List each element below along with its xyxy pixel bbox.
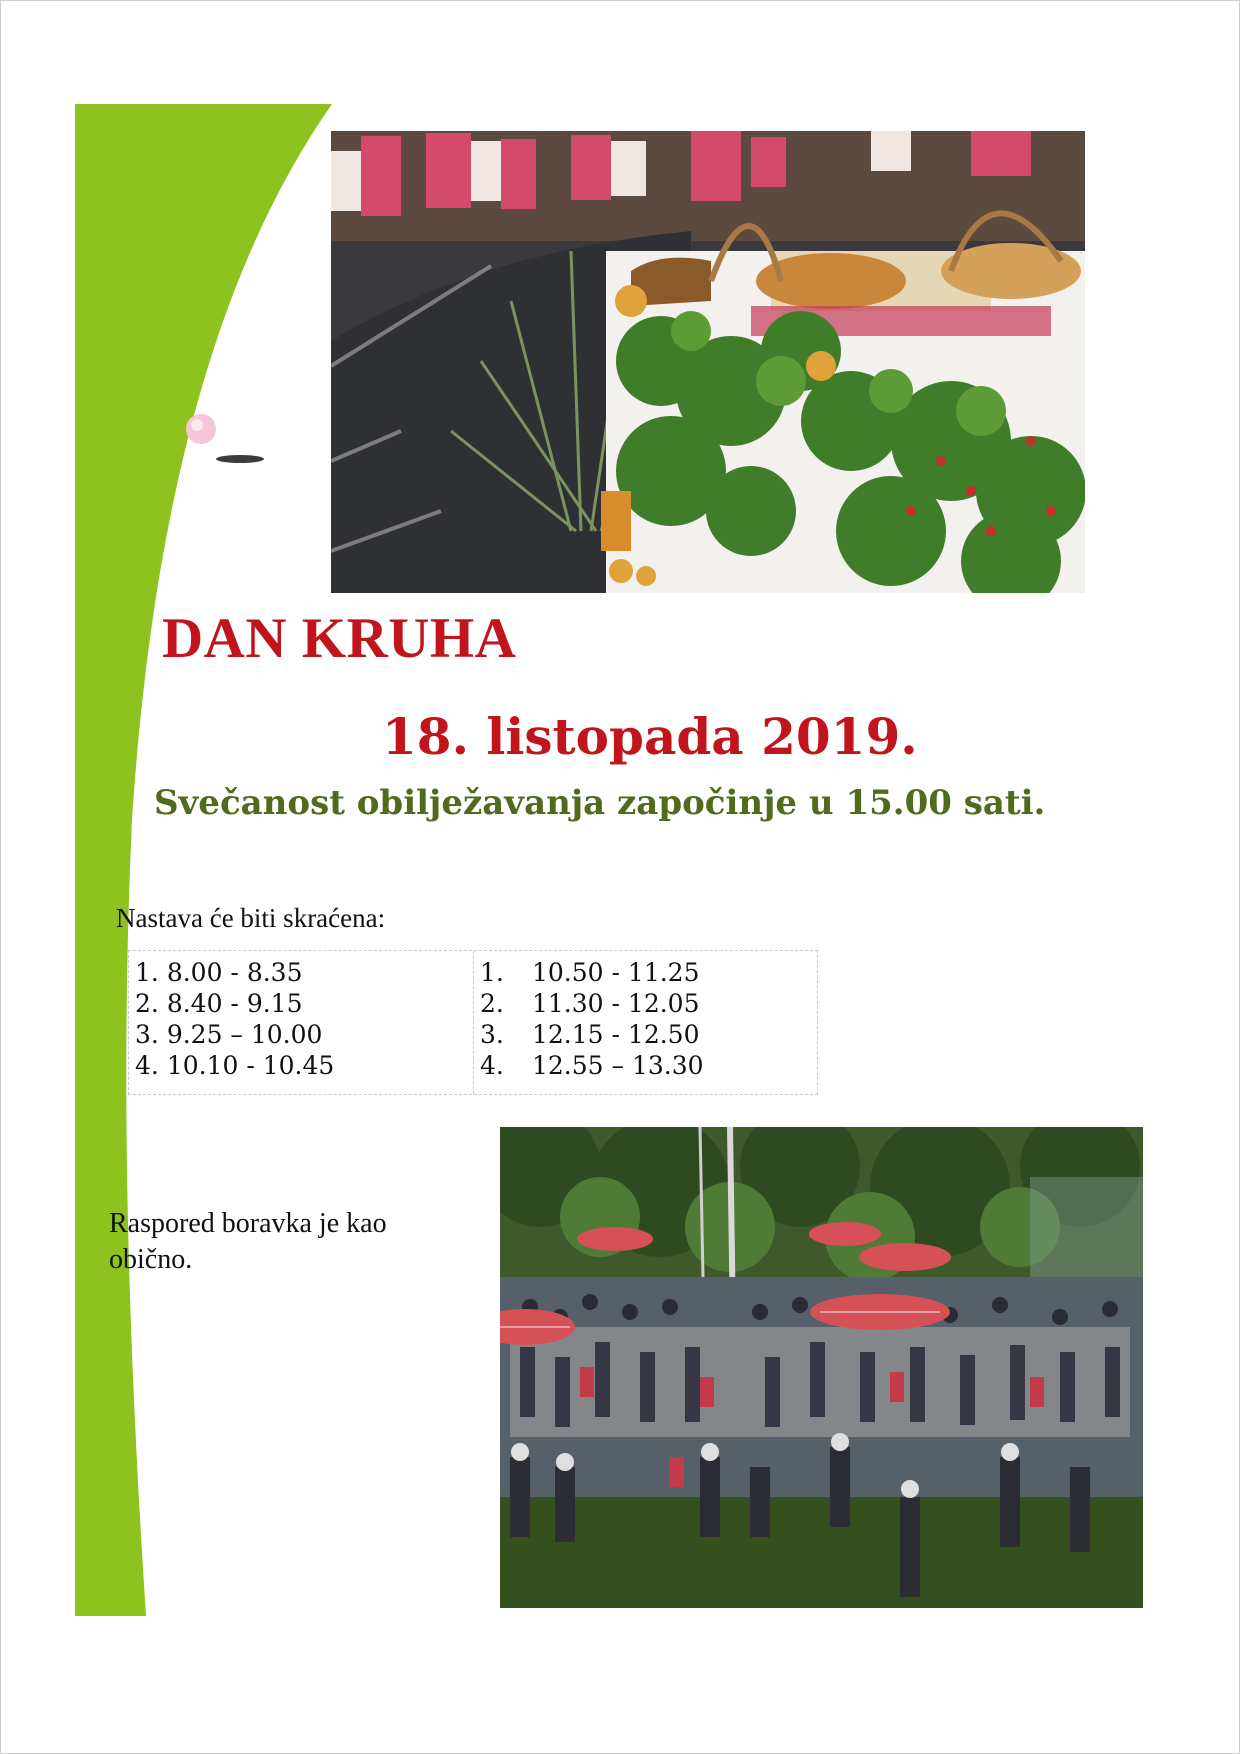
bullet-shadow — [216, 455, 264, 463]
period-time: 8.00 - 8.35 — [166, 958, 303, 987]
period-time: 12.15 - 12.50 — [532, 1020, 700, 1049]
period-number: 1. — [480, 958, 504, 987]
period-number: 2. — [135, 989, 159, 1018]
schedule-row — [129, 957, 473, 988]
schedule-row — [474, 1019, 817, 1050]
bread-table-photo — [331, 131, 1085, 593]
shortened-classes-note: Nastava će biti skraćena: — [116, 903, 386, 933]
schedule-table — [128, 950, 818, 1095]
schedule-row — [474, 1050, 817, 1081]
schedule-row — [129, 1019, 473, 1050]
schoolyard-crowd-photo — [500, 1127, 1143, 1608]
period-number: 2. — [480, 989, 504, 1018]
period-time: 11.30 - 12.05 — [532, 989, 700, 1018]
period-number: 4. — [135, 1051, 159, 1080]
period-number: 1. — [135, 958, 159, 987]
aftercare-note: Raspored boravka je kao obično. — [109, 1208, 387, 1275]
event-date: 18. listopada 2019. — [382, 707, 918, 766]
period-time: 10.10 - 10.45 — [166, 1051, 335, 1080]
schedule-row — [129, 1050, 473, 1081]
period-number: 3. — [135, 1020, 159, 1049]
schedule-column-morning — [129, 951, 473, 1094]
period-time: 12.55 – 13.30 — [532, 1051, 704, 1080]
page-title: DAN KRUHA — [162, 607, 517, 670]
period-number: 3. — [480, 1020, 504, 1049]
schedule-column-afternoon — [473, 951, 817, 1094]
schedule-row — [129, 988, 473, 1019]
period-time: 8.40 - 9.15 — [166, 989, 303, 1018]
schedule-row — [474, 988, 817, 1019]
event-start-time: Svečanost obilježavanja započinje u 15.00 sati. — [154, 783, 1046, 823]
schedule-row — [474, 957, 817, 988]
period-time: 9.25 – 10.00 — [166, 1020, 323, 1049]
period-time: 10.50 - 11.25 — [532, 958, 700, 987]
period-number: 4. — [480, 1051, 504, 1080]
